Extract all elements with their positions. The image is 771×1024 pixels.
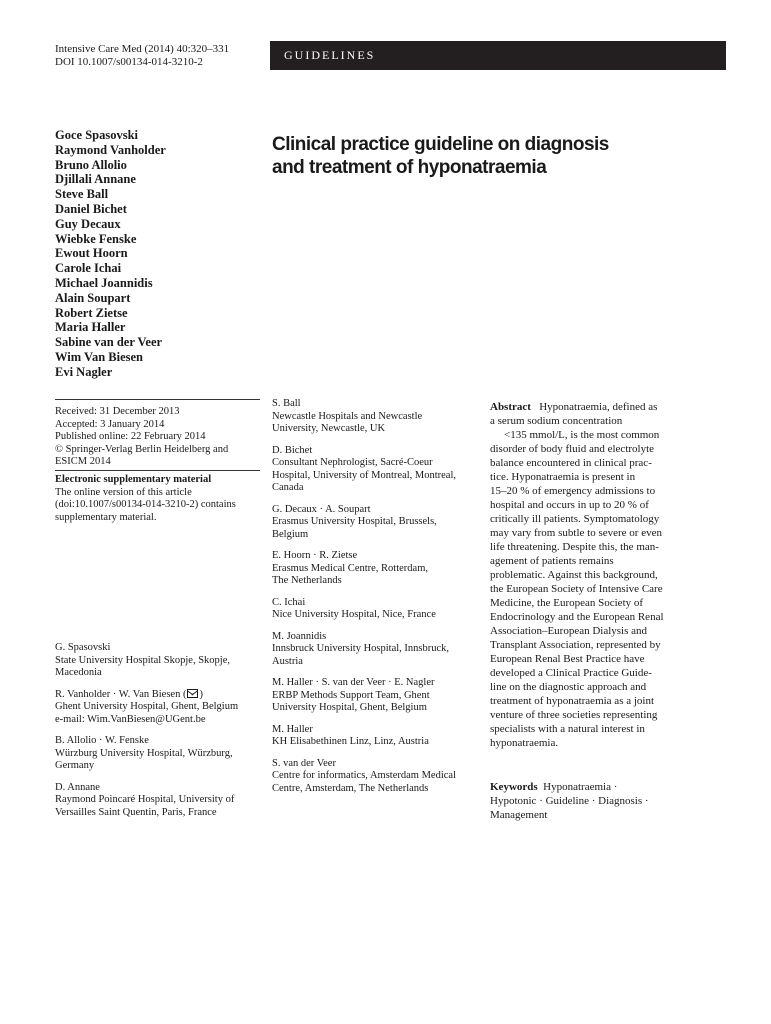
author-name: Sabine van der Veer xyxy=(55,335,163,350)
keywords-line: Management xyxy=(490,809,548,821)
affiliations-column-left xyxy=(55,642,265,828)
author-name: Robert Zietse xyxy=(55,305,128,320)
section-banner xyxy=(270,41,726,70)
esm-text: supplementary material. xyxy=(55,511,157,523)
keywords-line: Hypotonic · Guideline · Diagnosis · xyxy=(490,795,649,807)
abstract-line: 15–20 % of emergency admissions to xyxy=(490,485,656,497)
abstract-line: <135 mmol/L, is the most common xyxy=(504,429,660,441)
doi-link[interactable]: 10.1007/s00134-014-3210-2 xyxy=(74,499,195,510)
author-name: Raymond Vanholder xyxy=(55,142,166,157)
author-name: Ewout Hoorn xyxy=(55,246,128,261)
abstract: Abstract Hyponatraemia, defined as a serum sodium concentration <135 mmol/L, is the most common disorder of body fluid and electrolyte balance encountered in clinical prac- tice. Hyponatraemia is present in 15–20 % of emergency admissions to hospital and occurs in up to 20 % of critically ill patients. Symptomatology may vary from subtle to severe or even life threatening. Despite this, the man- agement of patients remains problematic. Against this background, the European Society of Intensive Care Medicine, the European Society of Endocrinology and the European Renal Association–European Dialysis and Transplant Association, represented by European Renal Best Practice have developed a Clinical Practice Guide- line on the diagnostic approach and treatment of hyponatraemia as a joint venture of three societies representing specialists with a natural interest in hyponatraemia. xyxy=(490,400,702,750)
esm-text: The online version of this article xyxy=(55,486,192,498)
affiliation: D. Bichet Consultant Nephrologist, Sacré-Coeur Hospital, University of Montreal, Montreal, Canada xyxy=(272,444,457,493)
author-name: Carole Ichai xyxy=(55,261,122,276)
abstract-line: hospital and occurs in up to 20 % of xyxy=(490,499,649,511)
author-name: Alain Soupart xyxy=(55,290,131,305)
affiliation: B. Allolio · W. Fenske Würzburg University Hospital, Würzburg, Germany xyxy=(55,735,233,771)
abstract-line: treatment of hyponatraemia as a joint xyxy=(490,695,655,707)
keywords-label: Keywords xyxy=(490,781,538,793)
copyright-line: © Springer-Verlag Berlin Heidelberg and xyxy=(55,443,229,455)
supplementary-material-note xyxy=(55,474,265,524)
author-name: Daniel Bichet xyxy=(55,201,127,216)
published-date: Published online: 22 February 2014 xyxy=(55,431,206,442)
abstract-line: tice. Hyponatraemia is present in xyxy=(490,471,636,483)
email-address[interactable]: e-mail: Wim.VanBiesen@UGent.be xyxy=(55,713,206,725)
affiliation: R. Vanholder · W. Van Biesen ( ) Ghent University Hospital, Ghent, Belgium e-mail: Wim.VanBiesen@UGent.be xyxy=(55,689,265,727)
abstract-line: problematic. Against this background, xyxy=(490,569,658,581)
author-name: Evi Nagler xyxy=(55,364,113,379)
abstract-line: European Renal Best Practice have xyxy=(490,653,645,665)
author-name: Michael Joannidis xyxy=(55,275,153,290)
publication-dates xyxy=(55,406,260,469)
affiliations-column-middle xyxy=(272,398,482,804)
abstract-line: balance encountered in clinical prac- xyxy=(490,457,652,469)
received-date: Received: 31 December 2013 xyxy=(55,406,180,417)
abstract-label: Abstract xyxy=(490,401,531,413)
abstract-line: Transplant Association, represented by xyxy=(490,639,661,651)
affiliation: M. Joannidis Innsbruck University Hospital, Innsbruck, Austria xyxy=(272,630,450,667)
author-name: Djillali Annane xyxy=(55,172,136,187)
affiliation: C. Ichai Nice University Hospital, Nice, France xyxy=(272,596,436,620)
abstract-line: life threatening. Despite this, the man- xyxy=(490,541,659,553)
divider xyxy=(55,470,260,471)
abstract-line: agement of patients remains xyxy=(490,555,614,567)
abstract-line: a serum sodium concentration xyxy=(490,415,623,427)
affiliation: S. Ball Newcastle Hospitals and Newcastle University, Newcastle, UK xyxy=(272,398,423,434)
section-label: GUIDELINES xyxy=(284,48,376,62)
affiliation: E. Hoorn · R. Zietse Erasmus Medical Centre, Rotterdam, The Netherlands xyxy=(272,550,428,586)
journal-reference: Intensive Care Med (2014) 40:320–331 xyxy=(55,43,230,55)
affiliation: S. van der Veer Centre for informatics, Amsterdam Medical Centre, Amsterdam, The Netherlands xyxy=(272,757,456,794)
affiliation: M. Haller KH Elisabethinen Linz, Linz, Austria xyxy=(272,723,429,747)
affiliation: G. Decaux · A. Soupart Erasmus University Hospital, Brussels, Belgium xyxy=(272,503,437,540)
title-line: and treatment of hyponatraemia xyxy=(272,157,547,178)
abstract-line: venture of three societies representing xyxy=(490,709,658,721)
paper-title xyxy=(272,133,692,179)
abstract-line: specialists with a natural interest in xyxy=(490,723,645,735)
author-name: Steve Ball xyxy=(55,187,109,202)
esm-text: (doi:10.1007/s00134-014-3210-2) contains xyxy=(55,499,236,510)
abstract-line: the European Society of Intensive Care xyxy=(490,583,663,595)
accepted-date: Accepted: 3 January 2014 xyxy=(55,418,165,430)
author-name: Maria Haller xyxy=(55,320,126,335)
copyright-line: ESICM 2014 xyxy=(55,456,111,467)
affiliation: G. Spasovski State University Hospital Skopje, Skopje, Macedonia xyxy=(55,642,230,678)
title-line: Clinical practice guideline on diagnosis xyxy=(272,134,609,155)
author-list xyxy=(55,128,166,380)
journal-citation xyxy=(55,43,229,69)
author-name: Wim Van Biesen xyxy=(55,349,143,364)
abstract-line: Medicine, the European Society of xyxy=(490,597,644,609)
abstract-line: developed a Clinical Practice Guide- xyxy=(490,667,652,679)
abstract-line: line on the diagnostic approach and xyxy=(490,681,647,693)
author-name: Goce Spasovski xyxy=(55,128,139,142)
abstract-line: Endocrinology and the European Renal xyxy=(490,611,664,623)
abstract-line: critically ill patients. Symptomatology xyxy=(490,513,660,525)
envelope-icon xyxy=(187,689,198,698)
affiliation: D. Annane Raymond Poincaré Hospital, University of Versailles Saint Quentin, Paris, France xyxy=(55,781,235,818)
divider xyxy=(55,399,260,400)
doi-reference: DOI 10.1007/s00134-014-3210-2 xyxy=(55,56,203,68)
author-name: Wiebke Fenske xyxy=(55,231,137,246)
author-name: Guy Decaux xyxy=(55,216,121,231)
abstract-line: hyponatraemia. xyxy=(490,737,559,749)
keywords: Keywords Hyponatraemia · Hypotonic · Guideline · Diagnosis · Management xyxy=(490,780,712,822)
esm-heading: Electronic supplementary material xyxy=(55,474,212,485)
abstract-line: disorder of body fluid and electrolyte xyxy=(490,443,655,455)
abstract-line: Association–European Dialysis and xyxy=(490,625,648,637)
affiliation: M. Haller · S. van der Veer · E. Nagler ERBP Methods Support Team, Ghent University Hospital, Ghent, Belgium xyxy=(272,677,435,713)
author-name: Bruno Allolio xyxy=(55,157,127,172)
abstract-line: may vary from subtle to severe or even xyxy=(490,527,662,539)
